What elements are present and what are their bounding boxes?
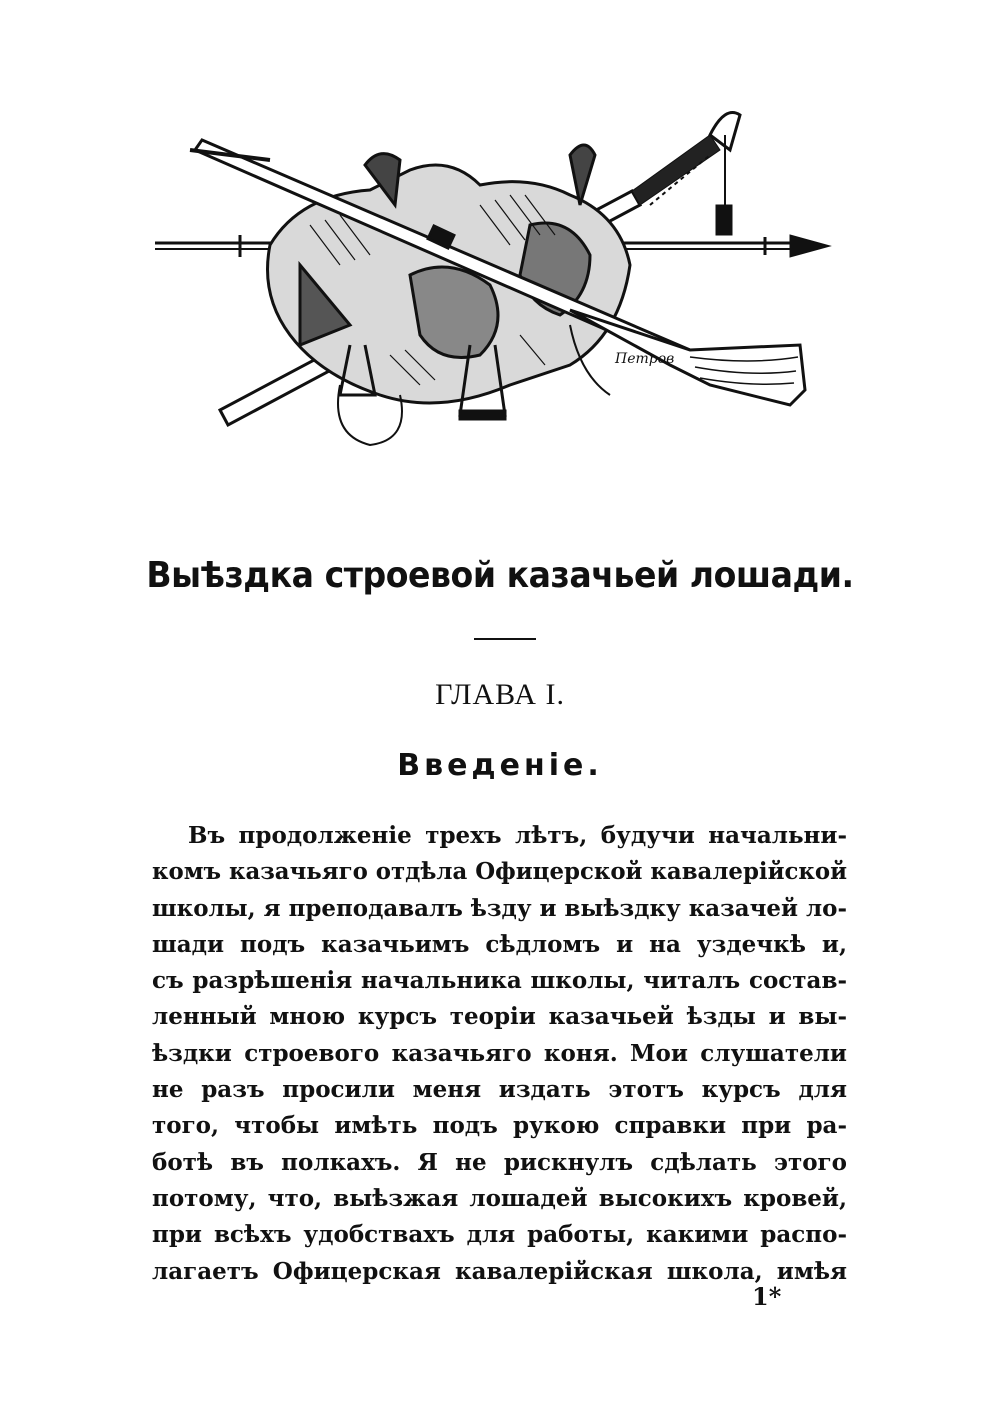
text-line: Въ продолженіе трехъ лѣтъ, будучи начальни- <box>188 822 847 849</box>
printers-signature-mark: 1* <box>752 1282 782 1311</box>
chapter-heading: ГЛАВА I. <box>435 678 565 711</box>
text-line: съ разрѣшенія начальника школы, читалъ состав- <box>152 967 847 995</box>
text-line: комъ казачьяго отдѣла Офицерской кавалерійской <box>152 858 848 886</box>
text-line: не разъ просили меня издать этотъ курсъ для <box>152 1076 847 1104</box>
saddle-weapons-drawing <box>150 95 850 465</box>
artist-signature: Петров <box>615 351 675 367</box>
title-divider <box>474 638 536 640</box>
text-line: шади подъ казачьимъ сѣдломъ и на уздечкѣ и, <box>152 930 847 958</box>
text-line: того, чтобы имѣть подъ рукою справки при ра- <box>152 1112 847 1140</box>
text-line: при всѣхъ удобствахъ для работы, какими распо- <box>152 1221 847 1249</box>
text-line: ботѣ въ полкахъ. Я не рискнулъ сдѣлать этого <box>152 1148 847 1176</box>
text-line: потому, что, выѣзжая лошадей высокихъ кровей, <box>152 1184 847 1212</box>
text-line: школы, я преподавалъ ѣзду и выѣздку казачей ло- <box>152 894 847 922</box>
engraving-illustration <box>150 95 850 465</box>
text-line: ленный мною курсъ теоріи казачьей ѣзды и вы- <box>152 1003 847 1031</box>
text-line: ѣздки строевого казачьяго коня. Мои слушатели <box>152 1039 847 1067</box>
book-title: Выѣздка строевой казачьей лошади. <box>146 555 854 596</box>
body-paragraph <box>152 818 847 1290</box>
text-line: лагаетъ Офицерская кавалерійская школа, имѣя <box>152 1257 847 1285</box>
section-heading: Введеніе. <box>397 748 603 783</box>
